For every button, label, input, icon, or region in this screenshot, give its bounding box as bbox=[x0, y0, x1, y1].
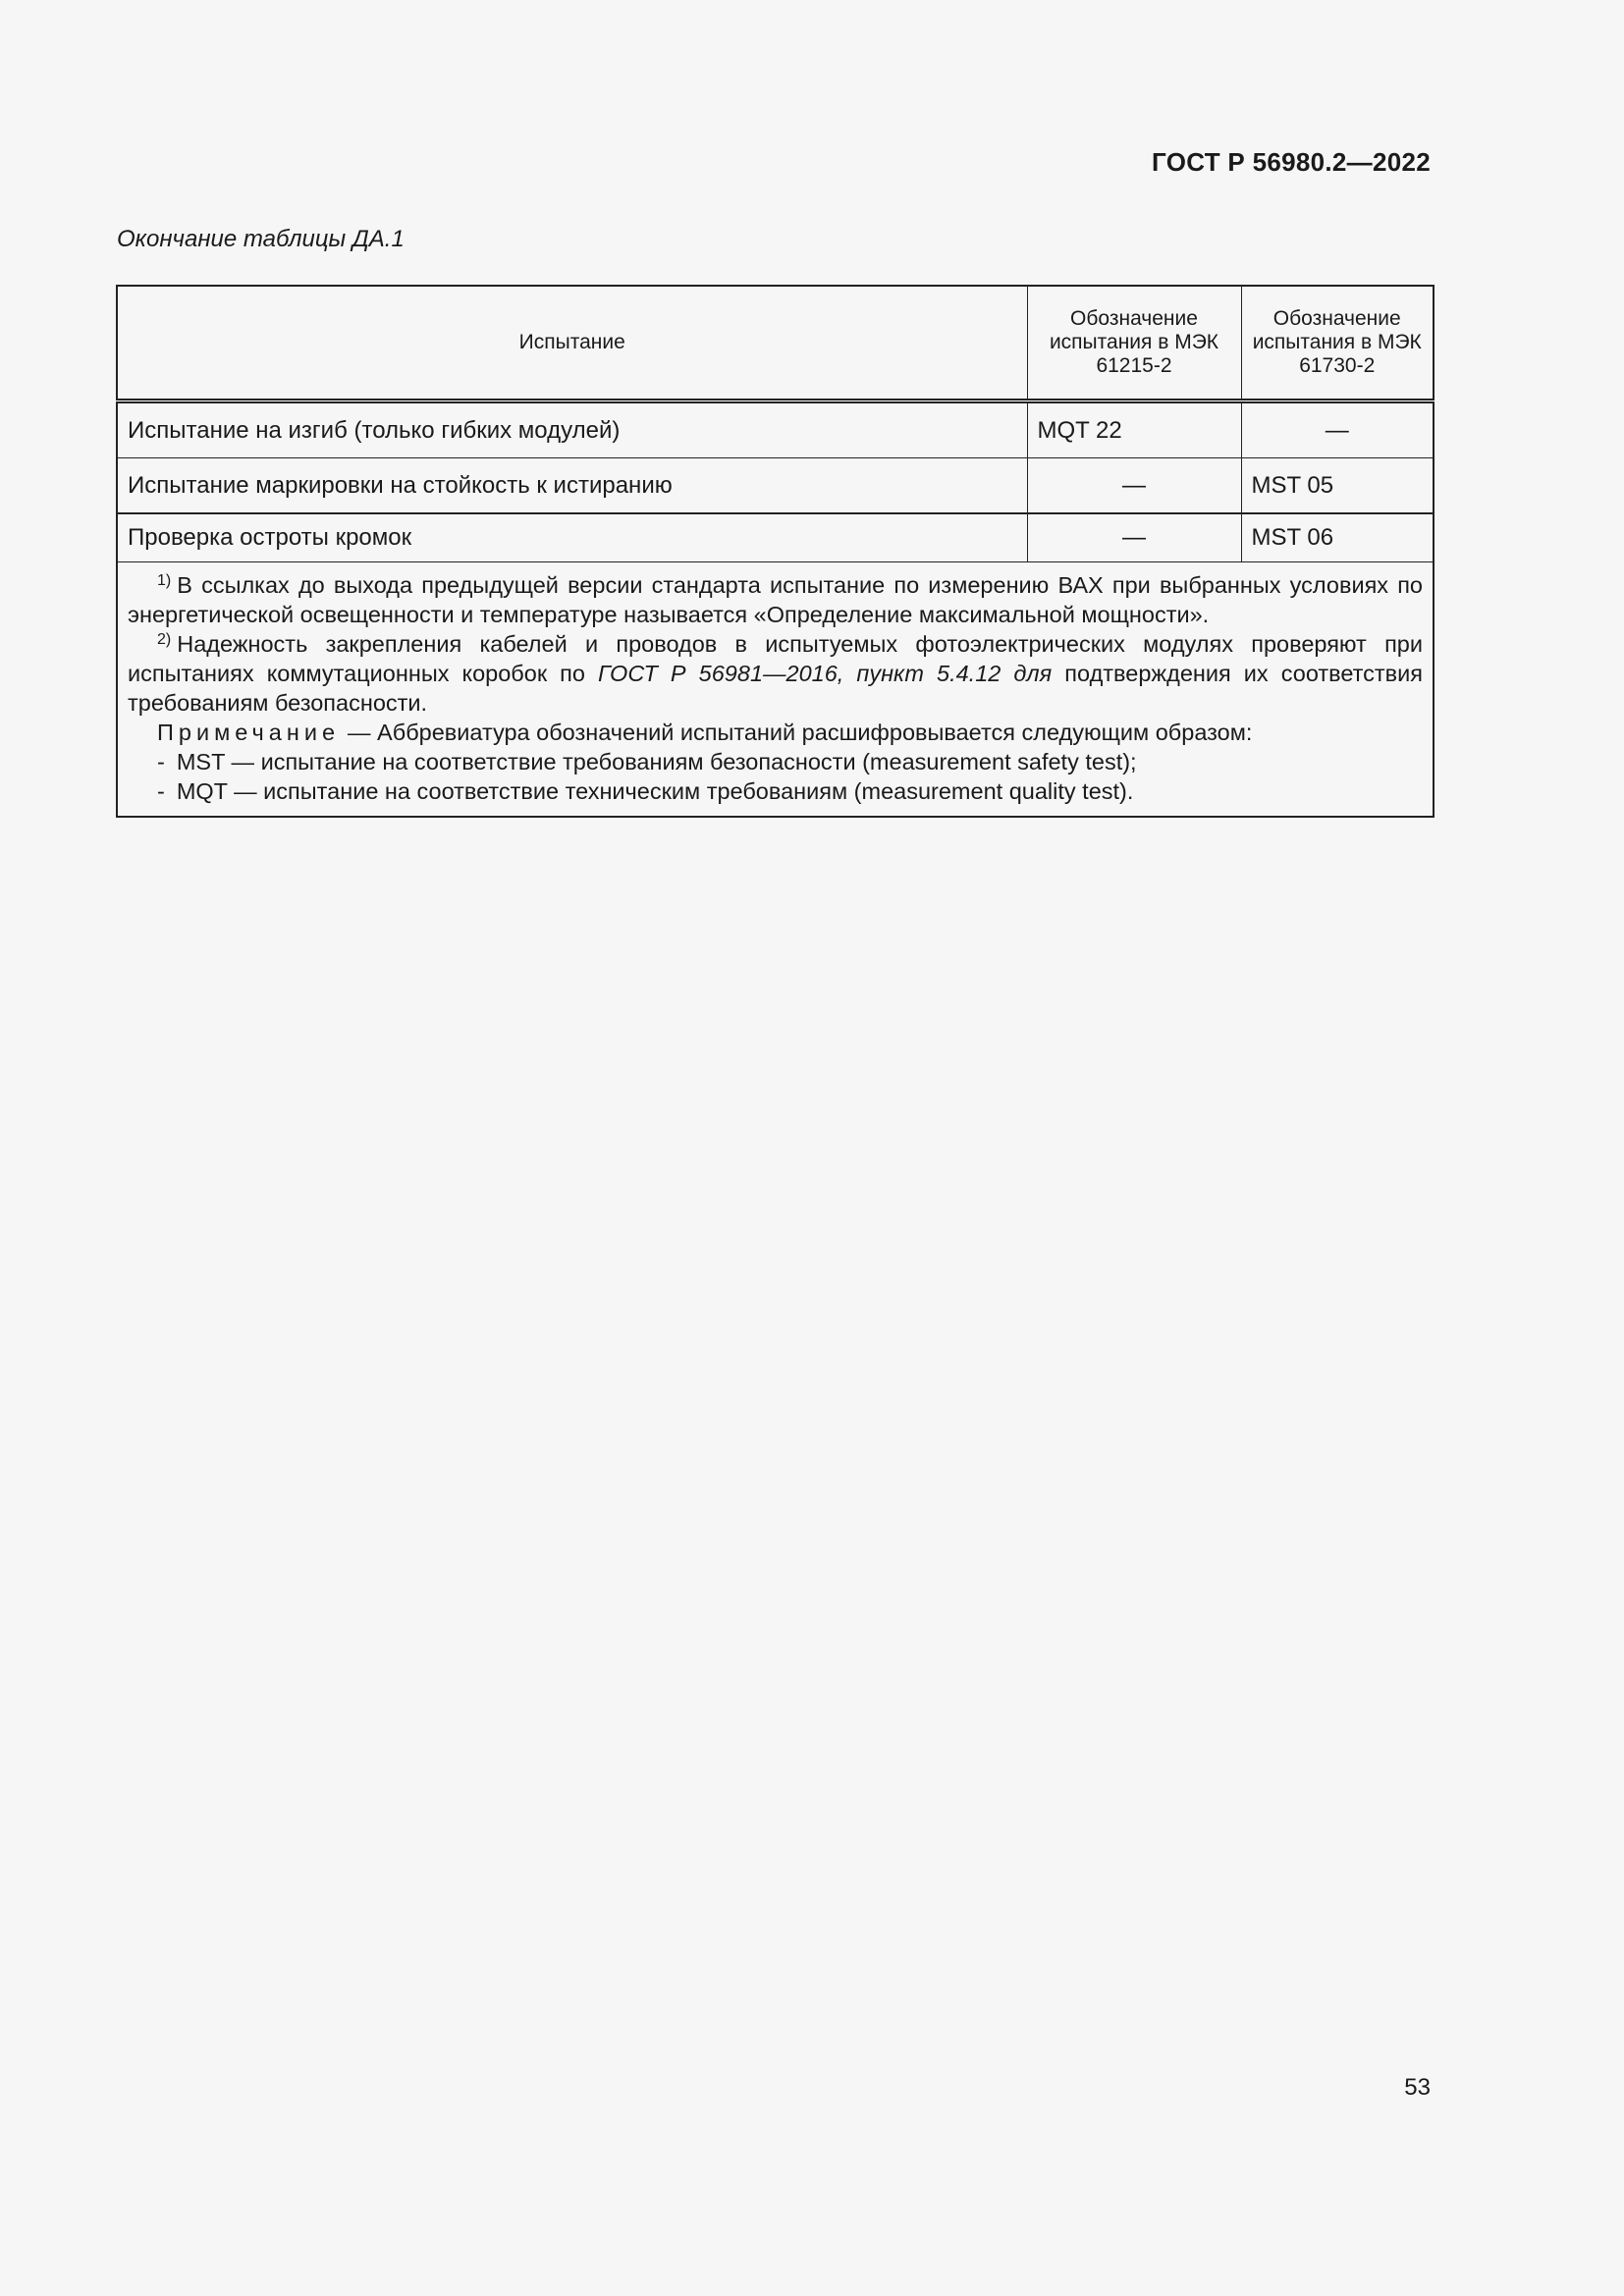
footnote-2 bbox=[128, 629, 1423, 718]
table-caption: Окончание таблицы ДА.1 bbox=[117, 226, 405, 252]
table-row bbox=[117, 458, 1434, 514]
test-name-cell: Испытание маркировки на стойкость к истиранию bbox=[117, 458, 1027, 514]
iec-61730-code-cell: MST 05 bbox=[1241, 458, 1434, 514]
tests-table bbox=[116, 285, 1435, 818]
iec-61730-code-cell: MST 06 bbox=[1241, 513, 1434, 562]
header-iec-61215: Обозначение испытания в МЭК 61215-2 bbox=[1027, 286, 1241, 401]
list-item-text: MQT — испытание на соответствие техническим требованиям (measurement quality test). bbox=[176, 778, 1134, 804]
note-text: — Аббревиатура обозначений испытаний расшифровывается следующим образом: bbox=[348, 720, 1253, 745]
list-item bbox=[128, 776, 1423, 806]
footnotes-row bbox=[117, 562, 1434, 818]
test-name-cell: Испытание на изгиб (только гибких модулей) bbox=[117, 401, 1027, 458]
header-iec-61730: Обозначение испытания в МЭК 61730-2 bbox=[1241, 286, 1434, 401]
footnote-1 bbox=[128, 570, 1423, 629]
table-container bbox=[116, 285, 1433, 818]
note bbox=[128, 718, 1423, 747]
footnote-2-mark: 2) bbox=[157, 631, 172, 648]
iec-61215-code-cell: MQT 22 bbox=[1027, 401, 1241, 458]
list-dash: - bbox=[157, 778, 165, 804]
header-test: Испытание bbox=[117, 286, 1027, 401]
list-item-text: MST — испытание на соответствие требованиям безопасности (measurement safety test); bbox=[176, 749, 1137, 774]
iec-61730-code-cell: — bbox=[1241, 401, 1434, 458]
list-item bbox=[128, 747, 1423, 776]
table-row bbox=[117, 401, 1434, 458]
footnote-1-mark: 1) bbox=[157, 572, 172, 589]
footnote-2-text-b: подтверждения их соответствия требованиям безопасности. bbox=[128, 661, 1424, 716]
table-row bbox=[117, 513, 1434, 562]
footnote-1-text: В ссылках до выхода предыдущей версии стандарта испытание по измерению ВАХ при выбранных условиях по энергетической освещенности и температуре называется «Определение максимальной мощности». bbox=[128, 572, 1423, 627]
footnote-2-reference: ГОСТ Р 56981—2016, пункт 5.4.12 для bbox=[598, 661, 1053, 686]
list-dash: - bbox=[157, 749, 165, 774]
test-name-cell: Проверка остроты кромок bbox=[117, 513, 1027, 562]
iec-61215-code-cell: — bbox=[1027, 513, 1241, 562]
iec-61215-code-cell: — bbox=[1027, 458, 1241, 514]
note-label: Примечание bbox=[157, 720, 341, 745]
page-number: 53 bbox=[1404, 2074, 1431, 2101]
footnotes-cell bbox=[117, 562, 1434, 818]
table-header-row bbox=[117, 286, 1434, 401]
document-code: ГОСТ Р 56980.2—2022 bbox=[1152, 147, 1431, 177]
footnote-2-text-a: Надежность закрепления кабелей и проводов в испытуемых фотоэлектрических модулях проверяют при испытаниях коммутационных коробок по bbox=[128, 631, 1423, 686]
